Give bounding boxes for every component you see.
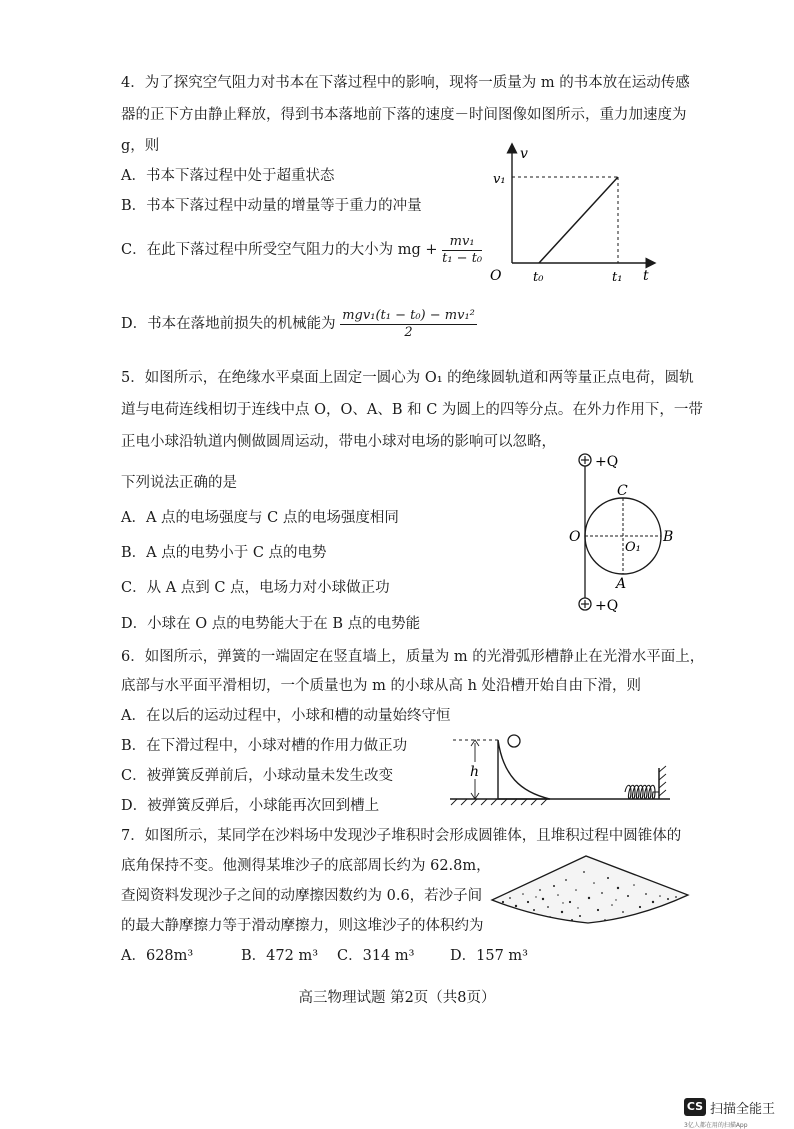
- q6-stem-line2: 底部与水平面平滑相切，一个质量也为 m 的小球从高 h 处沿槽开始自由下滑，则: [121, 678, 642, 694]
- q7-option-a: A．628m³: [121, 948, 194, 964]
- point-o-label: O: [569, 529, 581, 545]
- q7-stem-line3: 查阅资料发现沙子之间的动摩擦因数约为 0.6，若沙子间: [121, 888, 483, 904]
- cs-logo-icon: CS: [684, 1098, 706, 1116]
- q5-stem-line2: 道与电荷连线相切于连线中点 O，O、A、B 和 C 为圆上的四等分点。在外力作用下，一带: [121, 402, 703, 418]
- q4-stem-line1: 4．为了探究空气阻力对书本在下落过程中的影响，现将一质量为 m 的书本放在运动传感: [121, 75, 690, 91]
- q6-option-d: D．被弹簧反弹后，小球能再次回到槽上: [121, 798, 380, 814]
- charge-bottom-label: +Q: [595, 598, 619, 614]
- t-axis-label: t: [643, 268, 649, 284]
- point-b-label: B: [663, 529, 674, 545]
- velocity-line: [539, 177, 618, 263]
- q4-option-d-text: D．书本在落地前损失的机械能为: [121, 316, 336, 332]
- q4-option-c-text: C．在此下落过程中所受空气阻力的大小为 mg +: [121, 242, 438, 258]
- q7-option-b: B．472 m³: [241, 948, 319, 964]
- sand-cone: [492, 856, 688, 923]
- q4-option-c-denominator: t₁ − t₀: [442, 250, 483, 266]
- center-o1-label: O₁: [625, 540, 641, 555]
- wall-hatching: [659, 766, 666, 796]
- charge-top-label: +Q: [595, 454, 619, 470]
- q5-option-b: B．A 点的电势小于 C 点的电势: [121, 545, 327, 561]
- q6-slope-spring-figure: [445, 730, 680, 810]
- q5-option-c: C．从 A 点到 C 点，电场力对小球做正功: [121, 580, 390, 596]
- q5-option-a: A．A 点的电场强度与 C 点的电场强度相同: [121, 510, 399, 526]
- q4-option-b: B．书本下落过程中动量的增量等于重力的冲量: [121, 198, 422, 214]
- page-footer: 高三物理试题 第2页（共8页）: [298, 990, 496, 1006]
- t1-label: t₁: [612, 270, 623, 285]
- q7-stem-line2: 底角保持不变。他测得某堆沙子的底部周长约为 62.8m，: [121, 858, 491, 874]
- q4-option-d-fraction: [340, 308, 477, 341]
- q7-option-c: C．314 m³: [337, 948, 415, 964]
- q6-option-b: B．在下滑过程中，小球对槽的作用力做正功: [121, 738, 408, 754]
- height-label: h: [470, 764, 480, 780]
- q5-circle-figure: [565, 448, 685, 620]
- q4-option-c: [121, 228, 482, 272]
- q4-option-c-fraction: [442, 234, 482, 267]
- q5-stem-line4: 下列说法正确的是: [121, 475, 237, 491]
- point-a-label: A: [616, 576, 627, 592]
- v1-label: v₁: [493, 172, 506, 187]
- watermark-app-name: 扫描全能王: [710, 1102, 776, 1117]
- q7-stem-line4: 的最大静摩擦力等于滑动摩擦力，则这堆沙子的体积约为: [121, 918, 484, 934]
- q7-stem-line1: 7．如图所示，某同学在沙料场中发现沙子堆积时会形成圆锥体，且堆积过程中圆锥体的: [121, 828, 682, 844]
- origin-label: O: [490, 268, 502, 284]
- q5-stem-line1: 5．如图所示，在绝缘水平桌面上固定一圆心为 O₁ 的绝缘圆轨道和两等量正点电荷，圆轨: [121, 370, 694, 386]
- curved-groove: [498, 740, 550, 799]
- q4-option-c-numerator: mv₁: [442, 234, 482, 251]
- q7-sand-cone-figure: [488, 850, 693, 930]
- q5-stem-line3: 正电小球沿轨道内侧做圆周运动，带电小球对电场的影响可以忽略，: [121, 434, 556, 450]
- q6-stem-line1: 6．如图所示，弹簧的一端固定在竖直墙上，质量为 m 的光滑弧形槽静止在光滑水平面上，: [121, 649, 705, 665]
- q4-stem-line2: 器的正下方由静止释放，得到书本落地前下落的速度－时间图像如图所示，重力加速度为: [121, 107, 687, 123]
- ground-hatching: [451, 799, 547, 805]
- point-c-label: C: [617, 483, 628, 499]
- q4-option-d-denominator: 2: [404, 324, 413, 340]
- q4-vt-graph: [485, 140, 665, 285]
- q4-option-d: [121, 302, 477, 346]
- spring-icon: [625, 785, 659, 799]
- q4-stem-line3: g，则: [121, 138, 160, 154]
- q5-option-d: D．小球在 O 点的电势能大于在 B 点的电势能: [121, 616, 421, 632]
- q4-option-d-numerator: mgv₁(t₁ − t₀) − mv₁²: [342, 307, 475, 323]
- t0-label: t₀: [533, 270, 544, 285]
- q4-option-a: A．书本下落过程中处于超重状态: [121, 168, 335, 184]
- q6-option-c: C．被弹簧反弹前后，小球动量未发生改变: [121, 768, 394, 784]
- q7-option-d: D．157 m³: [450, 948, 528, 964]
- watermark-tagline: 3亿人都在用的扫描App: [684, 1122, 748, 1129]
- v-axis-label: v: [520, 146, 528, 162]
- small-ball: [508, 735, 520, 747]
- q6-option-a: A．在以后的运动过程中，小球和槽的动量始终守恒: [121, 708, 451, 724]
